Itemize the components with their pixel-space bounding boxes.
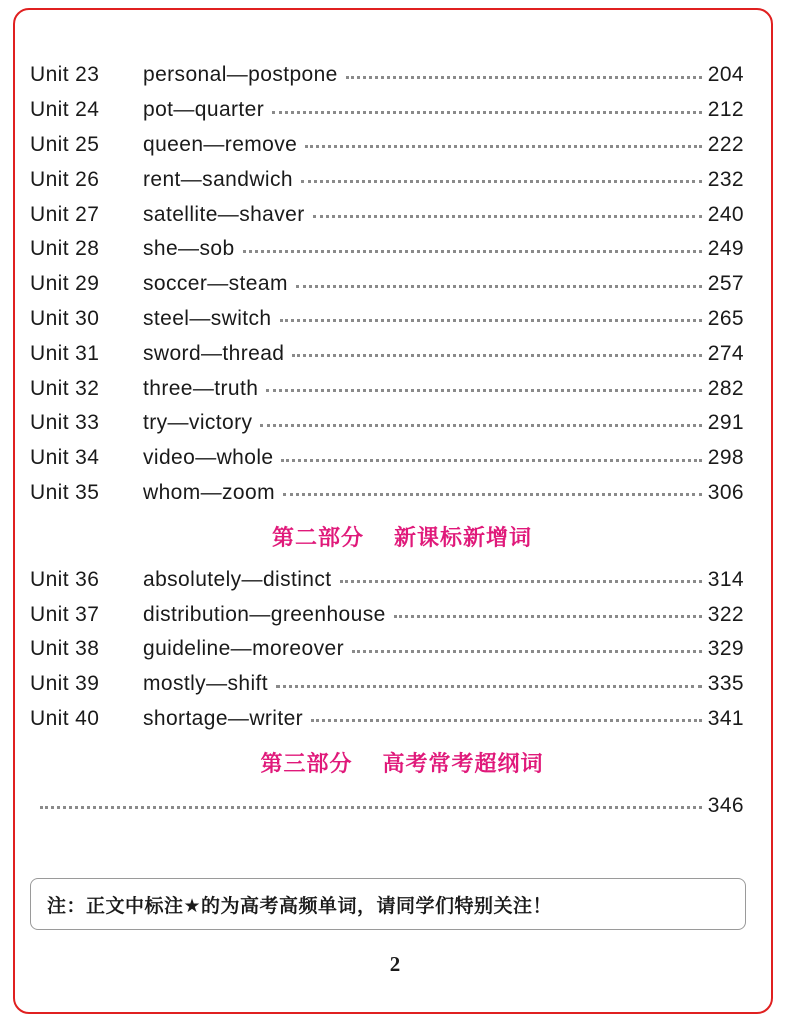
toc-entry-unit-30[interactable] [30, 302, 744, 337]
toc-page: 322 [707, 602, 744, 626]
toc-entry-unit-24[interactable] [30, 93, 744, 128]
toc-range: sword—thread [143, 341, 285, 365]
page-number: 2 [389, 952, 401, 976]
toc-entry-part-3[interactable] [30, 788, 744, 823]
toc-entry-unit-32[interactable] [30, 371, 744, 406]
toc-unit: Unit 32 [30, 376, 100, 400]
table-of-contents [30, 58, 744, 823]
toc-range: distribution—greenhouse [143, 602, 386, 626]
toc-range: three—truth [143, 376, 259, 400]
toc-range: satellite—shaver [143, 202, 305, 226]
dot-leader [283, 493, 702, 496]
dot-leader [346, 76, 702, 79]
toc-page: 204 [707, 63, 744, 87]
toc-entry-unit-27[interactable] [30, 197, 744, 232]
dot-leader [352, 650, 702, 653]
toc-range: queen—remove [143, 132, 298, 156]
toc-page: 346 [707, 793, 744, 817]
section-title-text: 新课标新增词 [394, 524, 533, 550]
toc-range: soccer—steam [143, 272, 288, 296]
toc-page: 232 [707, 167, 744, 191]
toc-entry-unit-23[interactable] [30, 58, 744, 93]
section-heading-part-3[interactable] [30, 736, 744, 788]
dot-leader [394, 615, 702, 618]
toc-range: she—sob [143, 237, 235, 261]
toc-page: 265 [707, 306, 744, 330]
toc-entry-unit-37[interactable] [30, 597, 744, 632]
toc-page: 335 [707, 672, 744, 696]
toc-page: 257 [707, 272, 744, 296]
toc-entry-unit-28[interactable] [30, 232, 744, 267]
toc-unit: Unit 28 [30, 237, 100, 261]
dot-leader [280, 319, 702, 322]
toc-range: absolutely—distinct [143, 567, 332, 591]
toc-page: 212 [707, 98, 744, 122]
note-box [30, 878, 746, 930]
toc-unit: Unit 35 [30, 480, 100, 504]
toc-unit: Unit 34 [30, 446, 100, 470]
dot-leader [266, 389, 701, 392]
toc-page: 249 [707, 237, 744, 261]
dot-leader [340, 580, 702, 583]
dot-leader [272, 111, 702, 114]
dot-leader [260, 424, 701, 427]
dot-leader [313, 215, 702, 218]
toc-entry-unit-26[interactable] [30, 162, 744, 197]
toc-page: 240 [707, 202, 744, 226]
toc-entry-unit-33[interactable] [30, 406, 744, 441]
toc-entry-unit-31[interactable] [30, 336, 744, 371]
dot-leader [276, 685, 702, 688]
toc-range: rent—sandwich [143, 167, 293, 191]
dot-leader [40, 806, 702, 809]
toc-unit: Unit 36 [30, 567, 100, 591]
toc-range: shortage—writer [143, 706, 304, 730]
toc-unit: Unit 29 [30, 272, 100, 296]
section-part-label: 第三部分 [260, 750, 353, 776]
toc-entry-unit-29[interactable] [30, 267, 744, 302]
toc-range: try—victory [143, 411, 253, 435]
toc-entry-unit-38[interactable] [30, 632, 744, 667]
toc-page: 222 [707, 132, 744, 156]
toc-unit: Unit 27 [30, 202, 100, 226]
toc-range: pot—quarter [143, 98, 265, 122]
toc-unit: Unit 23 [30, 63, 100, 87]
toc-unit: Unit 30 [30, 306, 100, 330]
dot-leader [243, 250, 702, 253]
toc-entry-unit-39[interactable] [30, 667, 744, 702]
section-title-text: 高考常考超纲词 [382, 750, 544, 776]
toc-entry-unit-36[interactable] [30, 562, 744, 597]
toc-page: 282 [707, 376, 744, 400]
dot-leader [281, 459, 701, 462]
toc-entry-unit-25[interactable] [30, 128, 744, 163]
toc-page: 329 [707, 637, 744, 661]
section-heading-part-2[interactable] [30, 510, 744, 562]
toc-range: video—whole [143, 446, 274, 470]
toc-unit: Unit 37 [30, 602, 100, 626]
dot-leader [292, 354, 701, 357]
toc-range: mostly—shift [143, 672, 268, 696]
toc-unit: Unit 25 [30, 132, 100, 156]
dot-leader [305, 145, 702, 148]
toc-range: whom—zoom [143, 480, 275, 504]
toc-range: steel—switch [143, 306, 272, 330]
note-text: 注：正文中标注★的为高考高频单词，请同学们特别关注！ [47, 895, 553, 917]
toc-unit: Unit 26 [30, 167, 100, 191]
toc-unit: Unit 33 [30, 411, 100, 435]
toc-page: 298 [707, 446, 744, 470]
dot-leader [296, 285, 702, 288]
toc-unit: Unit 24 [30, 98, 100, 122]
dot-leader [311, 719, 702, 722]
toc-unit: Unit 38 [30, 637, 100, 661]
toc-unit: Unit 31 [30, 341, 100, 365]
toc-page: 274 [707, 341, 744, 365]
toc-page: 306 [707, 480, 744, 504]
toc-range: guideline—moreover [143, 637, 344, 661]
toc-entry-unit-40[interactable] [30, 702, 744, 737]
toc-entry-unit-35[interactable] [30, 476, 744, 511]
toc-page: 314 [707, 567, 744, 591]
dot-leader [301, 180, 702, 183]
toc-range: personal—postpone [143, 63, 338, 87]
toc-page: 291 [707, 411, 744, 435]
toc-unit: Unit 39 [30, 672, 100, 696]
section-part-label: 第二部分 [271, 524, 364, 550]
toc-entry-unit-34[interactable] [30, 441, 744, 476]
toc-unit: Unit 40 [30, 706, 100, 730]
toc-page: 341 [707, 706, 744, 730]
